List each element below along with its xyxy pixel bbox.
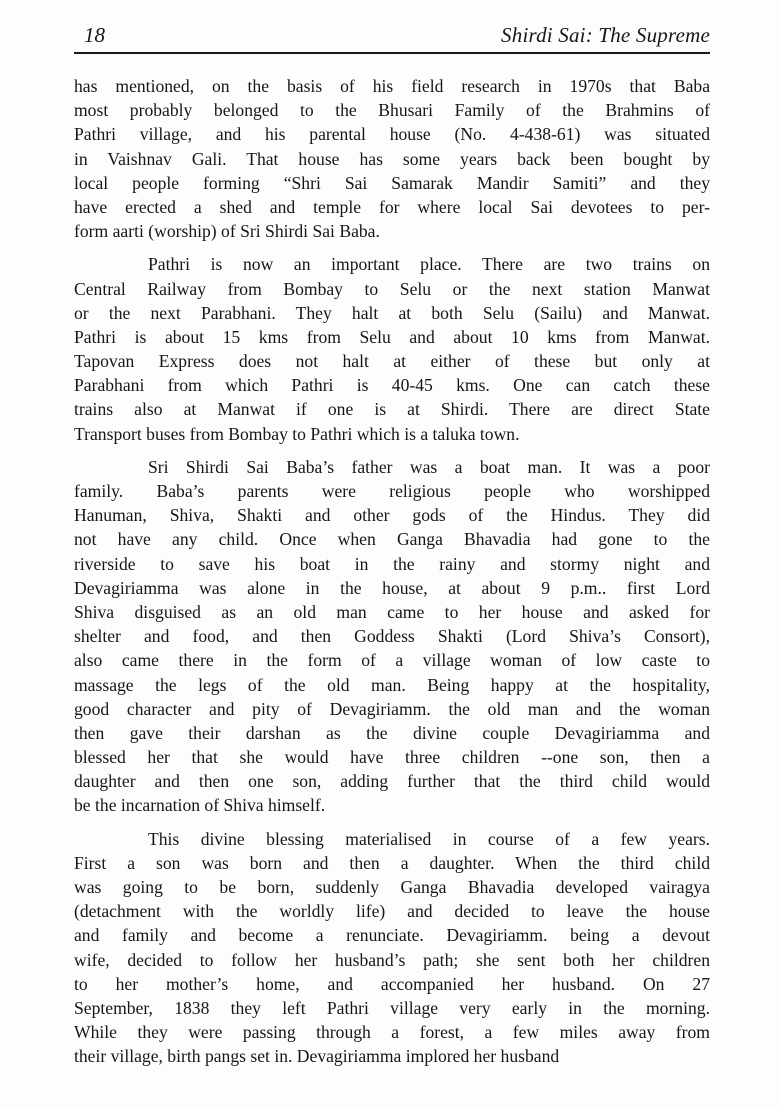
text-line: Hanuman, Shiva, Shakti and other gods of the Hindus. They did [74, 505, 710, 526]
text-line: September, 1838 they left Pathri village very early in the morning. [74, 997, 710, 1018]
text-line: shelter and food, and then Goddess Shakti (Lord Shiva’s Consort), [74, 626, 710, 647]
text-line: then gave their darshan as the divine couple Devagiriamma and [74, 722, 710, 743]
text-line: local people forming “Shri Sai Samarak Mandir Samiti” and they [74, 172, 710, 193]
text-line: was going to be born, suddenly Ganga Bhavadia developed vairagya [74, 877, 710, 897]
text-line: or the next Parabhani. They halt at both Selu (Sailu) and Manwat. [74, 302, 710, 323]
body-text [74, 74, 710, 1069]
text-line: riverside to save his boat in the rainy and stormy night and [74, 553, 710, 574]
text-line: daughter and then one son, adding further that the third child would [74, 771, 710, 792]
text-line: wife, decided to follow her husband’s path; she sent both her children [74, 949, 710, 970]
text-line: (detachment with the worldly life) and decided to leave the house [74, 901, 710, 922]
text-line: and family and become a renunciate. Devagiriamm. being a devout [74, 925, 710, 946]
paragraph [74, 74, 710, 243]
page-number: 18 [84, 23, 105, 47]
text-line: to her mother’s home, and accompanied her husband. On 27 [74, 973, 710, 994]
text-line: trains also at Manwat if one is at Shirdi. There are direct State [74, 399, 710, 420]
text-line: Transport buses from Bombay to Pathri which is a taluka town. [74, 423, 520, 444]
text-line: Parabhani from which Pathri is 40-45 kms. One can catch these [74, 375, 710, 396]
running-head: Shirdi Sai: The Supreme [501, 23, 710, 47]
text-line: Pathri is now an important place. There are two trains on [148, 254, 710, 275]
text-line: be the incarnation of Shiva himself. [74, 795, 326, 816]
text-line: Sri Shirdi Sai Baba’s father was a boat man. It was a poor [148, 456, 710, 477]
text-line: also came there in the form of a village woman of low caste to [74, 650, 710, 671]
text-line: First a son was born and then a daughter. When the third child [74, 852, 710, 873]
paragraph [74, 827, 710, 1069]
text-line: Shiva disguised as an old man came to her house and asked for [74, 601, 710, 622]
text-line: blessed her that she would have three children --one son, then a [74, 747, 710, 768]
text-line: Devagiriamma was alone in the house, at about 9 p.m.. first Lord [74, 577, 710, 598]
text-line: their village, birth pangs set in. Devagiriamma implored her husband [74, 1046, 560, 1067]
text-line: form aarti (worship) of Sri Shirdi Sai Baba. [74, 221, 380, 242]
text-line: massage the legs of the old man. Being happy at the hospitality, [74, 674, 710, 695]
text-line: not have any child. Once when Ganga Bhavadia had gone to the [74, 529, 710, 550]
paragraph [74, 455, 710, 818]
text-line: This divine blessing materialised in course of a few years. [148, 828, 710, 849]
text-line: Tapovan Express does not halt at either of these but only at [74, 351, 710, 372]
text-line: good character and pity of Devagiriamm. the old man and the woman [74, 698, 710, 719]
page-header [74, 18, 710, 54]
text-line: While they were passing through a forest, a few miles away from [74, 1022, 710, 1043]
text-line: in Vaishnav Gali. That house has some years back been bought by [74, 148, 710, 169]
text-line: most probably belonged to the Bhusari Family of the Brahmins of [74, 100, 710, 121]
paragraph [74, 252, 710, 446]
text-line: have erected a shed and temple for where local Sai devotees to per- [74, 196, 710, 217]
text-line: Central Railway from Bombay to Selu or the next station Manwat [74, 278, 710, 299]
text-line: Pathri is about 15 kms from Selu and about 10 kms from Manwat. [74, 326, 710, 347]
text-line: family. Baba’s parents were religious people who worshipped [74, 481, 710, 501]
text-line: has mentioned, on the basis of his field research in 1970s that Baba [74, 76, 710, 96]
text-line: Pathri village, and his parental house (No. 4-438-61) was situated [74, 124, 710, 145]
